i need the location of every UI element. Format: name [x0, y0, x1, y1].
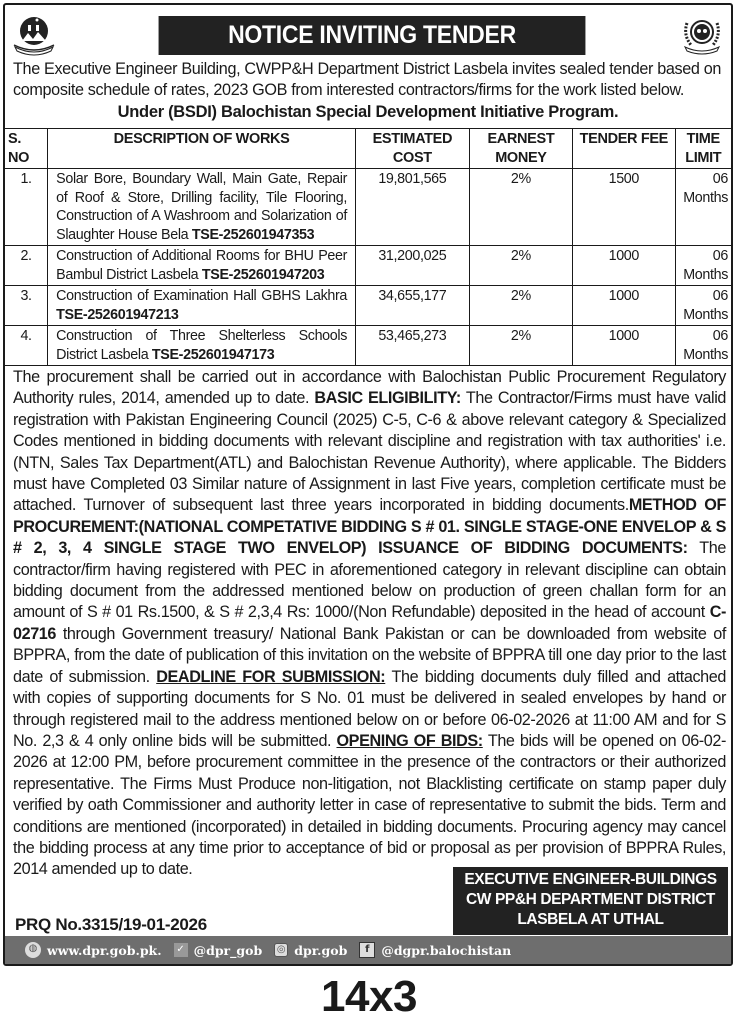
tse-number: TSE-252601947203: [201, 266, 325, 283]
facebook-handle[interactable]: @dgpr.balochistan: [381, 942, 512, 958]
procurement-rules-text: The procurement shall be carried out in accordance with Balochistan Public Procurement Regulatory Authority rules, 2014, amended up to date.: [13, 368, 726, 408]
row-tender-fee: 1000: [573, 326, 675, 366]
row-sno: 4.: [5, 326, 48, 366]
page-title: NOTICE INVITING TENDER: [159, 16, 586, 55]
description-text: Construction of Additional Rooms for BHU Peer Bambul District Lasbela: [56, 248, 347, 283]
header-tender-fee: TENDER FEE: [573, 129, 675, 169]
table-row: [5, 326, 731, 366]
table-row: [5, 169, 731, 246]
account-head: C-02716: [13, 603, 726, 643]
row-estimated-cost: 34,655,177: [356, 286, 470, 326]
footer-website[interactable]: [25, 942, 162, 958]
dgpr-emblem-icon: [679, 11, 725, 57]
method-heading: METHOD OF PROCUREMENT:(NATIONAL COMPETATIVE BIDDING S # 01. SINGLE STAGE-ONE ENVELOP & S # 2, 3, 4 SINGLE STAGE TWO ENVELOP) ISSUANCE OF BIDDING DOCUMENTS:: [13, 496, 726, 558]
facebook-icon: f: [359, 942, 375, 958]
header-sno: S. NO: [5, 129, 48, 169]
intro-paragraph: The Executive Engineer Building, CWPP&H Department District Lasbela invites sealed tender based on composite schedule of rates, 2023 GOB from interested contractors/firms for the work listed below.: [13, 60, 722, 99]
opening-text: The bids will be opened on 06-02-2026 at 12:00 PM, before procurement committee in the presence of the contractors or their authorized representative. The Firms Must Produce non-litigation, not Blacklisting certificate on stamp paper duly verified by oath Commissioner and authority letter in case of representative to submit the bids. Term and conditions are mentioned (incorporated) in detailed in bidding documents. Procuring agency may cancel the bidding process at any time prior to acceptance of bid or proposal as per provision of BPPRA Rules, 2014 amended up to date.: [13, 731, 726, 879]
header-estimated-cost: ESTIMATED COST: [356, 129, 470, 169]
row-description: [48, 286, 356, 326]
row-tender-fee: 1000: [573, 246, 675, 286]
signature-line-2: CW PP&H DEPARTMENT DISTRICT: [466, 891, 715, 908]
row-sno: 3.: [5, 286, 48, 326]
download-text: through Government treasury/ National Bank Pakistan or can be downloaded from website of BPPRA, from the date of publication of this invitation on the website of BPPRA till one day prior to the last date of submission.: [13, 624, 726, 686]
ad-size-label: 14x3: [321, 972, 417, 1021]
twitter-icon: ✓: [174, 943, 188, 957]
footer-social-bar: [5, 936, 731, 964]
row-description: [48, 169, 356, 246]
tse-number: TSE-252601947353: [191, 226, 315, 243]
row-description: [48, 246, 356, 286]
tse-number: TSE-252601947213: [56, 306, 179, 323]
row-sno: 1.: [5, 169, 48, 246]
row-time-limit: 06 Months: [675, 326, 731, 366]
works-table: [5, 128, 731, 366]
header-earnest-money: EARNEST MONEY: [469, 129, 572, 169]
row-earnest-money: 2%: [469, 286, 572, 326]
signature-line-1: EXECUTIVE ENGINEER-BUILDINGS: [464, 871, 717, 888]
program-heading: Under (BSDI) Balochistan Special Development Initiative Program.: [117, 103, 619, 121]
issuance-text: The contractor/firm having registered with PEC in aforementioned category in relevant discipline can obtain bidding document from the addressed mentioned below on production of green challan form for an amount of S # 01 Rs.1500, & S # 2,3,4 Rs: 1000/(Non Refundable) deposited in the head of account: [13, 539, 726, 622]
row-sno: 2.: [5, 246, 48, 286]
eligibility-heading: BASIC ELIGIBILITY:: [314, 389, 461, 408]
table-row: [5, 286, 731, 326]
table-header-row: [5, 129, 731, 169]
description-text: Construction of Examination Hall GBHS Lakhra: [56, 288, 347, 304]
row-earnest-money: 2%: [469, 246, 572, 286]
twitter-handle[interactable]: @dpr_gob: [193, 942, 263, 958]
signature-block: [453, 867, 728, 935]
instagram-handle[interactable]: dpr.gob: [294, 942, 348, 958]
row-description: [48, 326, 356, 366]
balochistan-emblem-icon: [11, 11, 57, 57]
row-time-limit: 06 Months: [675, 246, 731, 286]
prq-number: PRQ No.3315/19-01-2026: [15, 915, 207, 934]
row-time-limit: 06 Months: [675, 286, 731, 326]
table-row: [5, 246, 731, 286]
row-earnest-money: 2%: [469, 169, 572, 246]
deadline-text: The bidding documents duly filled and attached with copies of supporting documents for S No. 01 must be delivered in sealed envelopes by hand or through registered mail to the address mentioned below on or before 06-02-2026 at 11:00 AM and for S No. 2,3 & 4 only online bids will be submitted.: [13, 667, 726, 750]
terms-paragraph: [13, 367, 726, 881]
website-link[interactable]: www.dpr.gob.pk.: [47, 942, 162, 958]
globe-icon: ◍: [25, 942, 41, 958]
description-text: Solar Bore, Boundary Wall, Main Gate, Repair of Roof & Store, Drilling facility, Tile Flooring, Construction of A Washroom and Solarization of Slaughter House Bela: [56, 171, 347, 243]
tse-number: TSE-252601947173: [151, 346, 275, 363]
footer-facebook[interactable]: [359, 942, 511, 958]
row-time-limit: 06 Months: [675, 169, 731, 246]
row-estimated-cost: 53,465,273: [356, 326, 470, 366]
header-time-limit: TIME LIMIT: [675, 129, 731, 169]
tender-notice: [3, 3, 733, 966]
row-estimated-cost: 31,200,025: [356, 246, 470, 286]
row-estimated-cost: 19,801,565: [356, 169, 470, 246]
opening-heading: OPENING OF BIDS:: [336, 731, 483, 750]
signature-line-3: LASBELA AT UTHAL: [517, 911, 664, 928]
header-description: DESCRIPTION OF WORKS: [48, 129, 356, 169]
row-tender-fee: 1500: [573, 169, 675, 246]
description-text: Construction of Three Shelterless Schools District Lasbela: [56, 328, 347, 363]
footer-instagram[interactable]: [274, 943, 347, 958]
deadline-heading: DEADLINE FOR SUBMISSION:: [156, 667, 386, 686]
instagram-icon: ◎: [274, 943, 288, 957]
row-tender-fee: 1000: [573, 286, 675, 326]
row-earnest-money: 2%: [469, 326, 572, 366]
footer-twitter[interactable]: [174, 943, 263, 958]
eligibility-text: The Contractor/Firms must have valid registration with Pakistan Engineering Council (2025) C-5, C-6 & above relevant category & Specialized Codes mentioned in bidding documents with relevant discipline and registration with tax authorities' i.e. (NTN, Sales Tax Department(ATL) and Balochistan Revenue Authority), where applicable. The Bidders must have Completed 03 Similar nature of Assignment in last Five years, completion certificate must be attached. Turnover of subsequent last three years incorporated in bidding documents.: [13, 389, 726, 515]
